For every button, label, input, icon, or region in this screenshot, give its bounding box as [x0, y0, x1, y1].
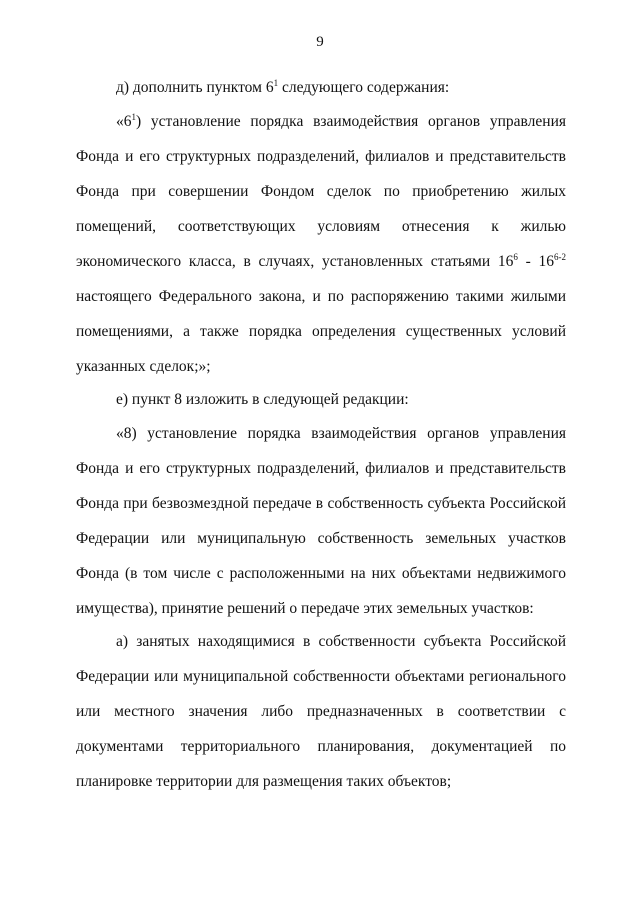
- paragraph-6-1-text-4: настоящего Федерального закона, и по распоряжению такими жилыми помещениями, а также порядка определения существенных условий указанных сделок;»;: [76, 288, 566, 375]
- paragraph-d-text-2: следующего содержания:: [278, 79, 450, 96]
- paragraph-8: «8) установление порядка взаимодействия органов управления Фонда и его структурных подразделений, филиалов и представительств Фонда при безвозмездной передаче в собственность субъекта Российской Федерации или муниципальную собственность земельных участков Фонда (в том числе с расположенными на них объектами недвижимого имущества), принятие решений о передаче этих земельных участков:: [76, 425, 566, 617]
- paragraph-e: е) пункт 8 изложить в следующей редакции:: [116, 391, 409, 408]
- superscript-6-2: 6-2: [554, 252, 566, 262]
- paragraph-6-1: [76, 104, 566, 384]
- paragraph-6-1-text-1: «6: [116, 113, 132, 130]
- paragraph-d-text-1: д) дополнить пунктом 6: [116, 79, 274, 96]
- paragraph-6-1-text-2: ) установление порядка взаимодействия органов управления Фонда и его структурных подразделений, филиалов и представительств Фонда при совершении Фондом сделок по приобретению жилых помещений, соответствующих условиям отнесения к жилью экономического класса, в случаях, установленных статьями 16: [76, 113, 566, 270]
- page-number: 9: [316, 34, 324, 50]
- paragraph-d: [76, 70, 566, 105]
- superscript-1: 1: [273, 78, 279, 88]
- superscript-1: 1: [131, 112, 136, 122]
- paragraph-a: а) занятых находящимися в собственности субъекта Российской Федерации или муниципальной собственности объектами регионального или местного значения либо предназначенных в соответствии с документами территориального планирования, документацией по планировке территории для размещения таких объектов;: [76, 633, 566, 790]
- superscript-6: 6: [513, 252, 518, 262]
- paragraph-6-1-text-3: - 16: [517, 253, 554, 270]
